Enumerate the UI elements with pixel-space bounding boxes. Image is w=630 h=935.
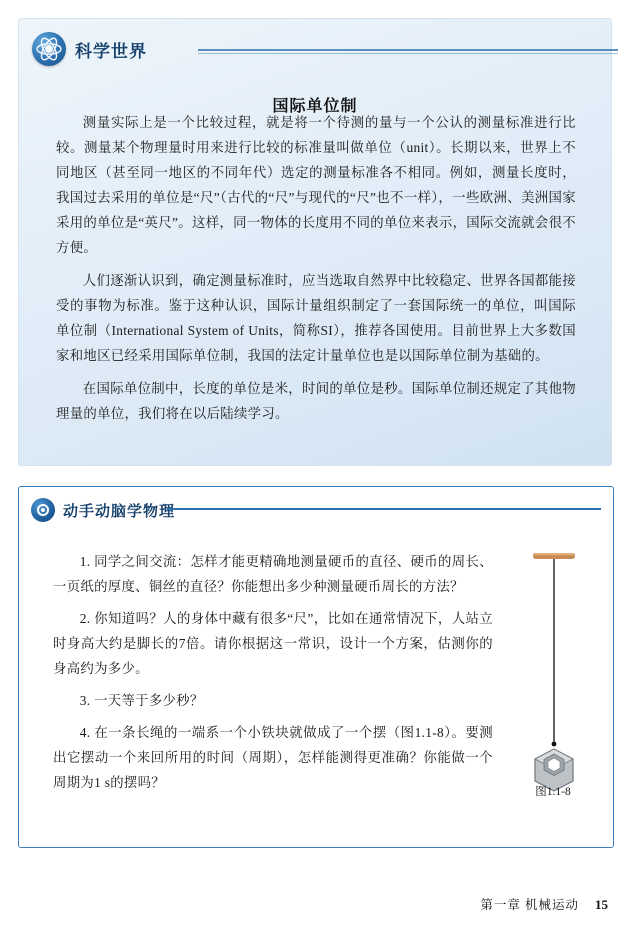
paragraph — [56, 268, 576, 368]
activity-item-1: 1. 同学之间交流：怎样才能更精确地测量硬币的直径、硬币的周长、一页纸的厚度、铜丝的直径？你能想出多少种测量硬币周长的方法？ — [53, 554, 493, 594]
activity-item-2: 2. 你知道吗？人的身体中藏有很多“尺”，比如在通常情况下，人站立时身高大约是脚长的7倍。请你根据这一常识，设计一个方案，估测你的身高约为多少。 — [53, 611, 493, 676]
paragraph-text-2: 人们逐渐认识到，确定测量标准时，应当选取自然界中比较稳定、世界各国都能接受的事物为标准。鉴于这种认识，国际计量组织制定了一套国际统一的单位，叫国际单位制（International System of Units，简称SI），推荐各国使用。目前世界上大多数国家和地区已经采用国际单位制，我国的法定计量单位也是以国际单位制为基础的。 — [56, 273, 576, 363]
activity-section — [18, 486, 614, 848]
activity-body — [53, 549, 493, 802]
section-heading: 国际单位制 — [272, 98, 358, 116]
paragraph-text-1: 测量实际上是一个比较过程，就是将一个待测的量与一个公认的测量标准进行比较。测量某个物理量时用来进行比较的标准量叫做单位（unit）。长期以来，世界上不同地区（甚至同一地区的不同年代）选定的测量标准各不相同。例如，测量长度时，我国过去采用的单位是“尺”（古代的“尺”与现代的“尺”也不一样），一些欧洲、美洲国家采用的单位是“英尺”。这样，同一物体的长度用不同的单位来表示，国际交流就会很不方便。 — [56, 115, 576, 255]
header-rule-thin — [198, 53, 618, 54]
science-world-section — [18, 18, 612, 466]
header-rule — [198, 49, 618, 51]
science-world-header — [32, 32, 147, 66]
paragraph — [56, 110, 576, 260]
atom-icon — [32, 32, 66, 66]
activity-label: 动手动脑学物理 — [63, 503, 176, 520]
list-item — [53, 549, 493, 599]
science-world-label: 科学世界 — [75, 41, 147, 61]
list-item — [53, 688, 493, 713]
page-number: 15 — [595, 897, 608, 912]
activity-item-3: 3. 一天等于多少秒？ — [79, 693, 204, 708]
target-icon — [31, 498, 55, 522]
page-footer — [480, 895, 608, 913]
activity-header-rule — [167, 508, 601, 510]
science-world-body — [56, 110, 576, 434]
activity-header — [31, 497, 175, 523]
paragraph-text-3: 在国际单位制中，长度的单位是米，时间的单位是秒。国际单位制还规定了其他物理量的单位，我们将在以后陆续学习。 — [56, 381, 576, 421]
paragraph — [56, 376, 576, 426]
pendulum-figure — [505, 547, 601, 807]
chapter-label: 第一章 机械运动 — [480, 898, 579, 912]
activity-item-4: 4. 在一条长绳的一端系一个小铁块就做成了一个摆（图1.1-8）。要测出它摆动一个来回所用的时间（周期），怎样能测得更准确？你能做一个周期为1 s的摆吗？ — [53, 725, 493, 790]
list-item — [53, 606, 493, 681]
list-item — [53, 720, 493, 795]
figure-caption: 图1.1-8 — [535, 786, 571, 798]
